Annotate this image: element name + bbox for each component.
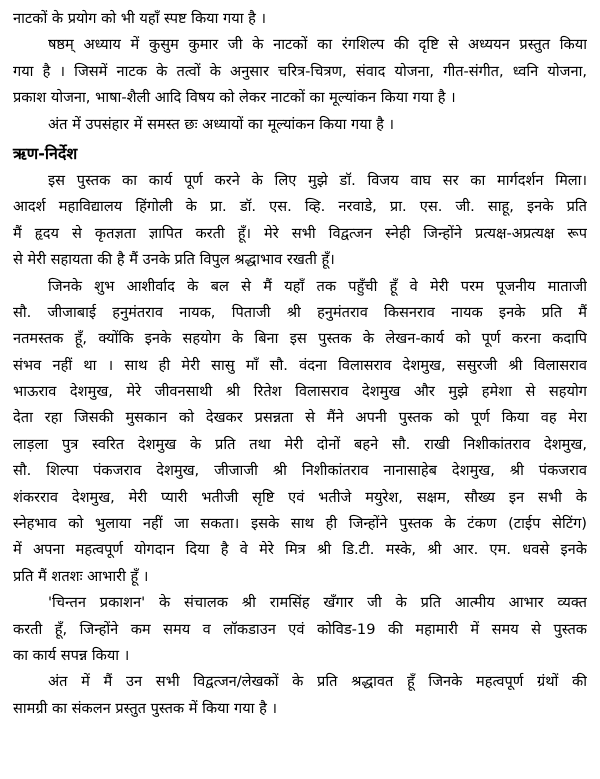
intro-paragraphs (13, 6, 587, 138)
text-line: सामग्री का संकलन प्रस्तुत पुस्तक में किया गया है । (13, 699, 277, 717)
text-line: में अपना महत्वपूर्ण योगदान दिया है वे मेरे मित्र श्री डि.टी. मस्के, श्री आर. एम. धवसे इनके (13, 541, 587, 559)
text-line: स्नेहभाव को भुलाया नहीं जा सकता। इसके साथ ही जिन्होंने पुस्तक के टंकण (टाईप सेटिंग) (13, 515, 587, 533)
text-line: भाऊराव देशमुख, मेरे जीवनसाथी श्री रितेश विलासराव देशमुख और मुझे हमेशा से सहयोग (13, 383, 587, 401)
text-line: प्रति मैं शतशः आभारी हूँ । (13, 567, 149, 585)
section-heading: ऋण-निर्देश (13, 143, 78, 163)
text-line: देता रहा जिसकी मुसकान को देखकर प्रसन्नता से मैंने अपनी पुस्तक को पूर्ण किया वह मेरा (13, 409, 587, 427)
text-line: नाटकों के प्रयोग को भी यहाँ स्पष्ट किया गया है । (13, 10, 267, 27)
text-line: गया है । जिसमें नाटक के तत्वों के अनुसार चरित्र-चित्रण, संवाद योजना, गीत-संगीत, ध्वनि योजना, (13, 62, 587, 80)
text-line: षष्ठम् अध्याय में कुसुम कुमार जी के नाटकों का रंगशिल्प की दृष्टि से अध्ययन प्रस्तुत किया (48, 36, 587, 54)
text-line: अंत में उपसंहार में समस्त छः अध्यायों का मूल्यांकन किया गया है । (48, 115, 395, 133)
text-line: अंत में मैं उन सभी विद्वत्जन/लेखकों के प्रति श्रद्धावत हूँ जिनके महत्वपूर्ण ग्रंथों की (48, 673, 587, 691)
text-line: का कार्य सपन्न किया । (13, 646, 130, 664)
text-line: सौ. शिल्पा पंकजराव देशमुख, जीजाजी श्री निशीकांतराव नानासाहेब देशमुख, श्री पंकजराव (13, 462, 587, 480)
text-line: 'चिन्तन प्रकाशन' के संचालक श्री रामसिंह खँगार जी के प्रति आत्मीय आभार व्यक्त (48, 594, 587, 612)
acknowledgement-paragraphs (13, 168, 587, 722)
text-line: लाड़ला पुत्र स्वरित देशमुख के प्रति तथा मेरी दोनों बहने सौ. राखी निशीकांतराव देशमुख, (13, 435, 587, 453)
text-line: आदर्श महाविद्यालय हिंगोली के प्रा. डॉ. एस. व्हि. नरवाडे, प्रा. एस. जी. साहू, इनके प्रति (13, 198, 587, 216)
text-line: से मेरी सहायता की है मैं उनके प्रति विपुल श्रद्धाभाव रखती हूँ। (13, 251, 335, 269)
text-line: प्रकाश योजना, भाषा-शैली आदि विषय को लेकर नाटकों का मूल्यांकन किया गया है । (13, 89, 456, 107)
text-line: जिनके शुभ आशीर्वाद के बल से मैं यहाँ तक पहुँची हूँ वे मेरी परम पूजनीय माताजी (48, 277, 587, 295)
text-line: नतमस्तक हूँ, क्योंकि इनके सहयोग के बिना इस पुस्तक के लेखन-कार्य को पूर्ण करना कदापि (13, 330, 587, 348)
text-line: सौ. जीजाबाई हनुमंतराव नायक, पिताजी श्री हनुमंतराव किसनराव नायक इनके प्रति मैं (13, 303, 587, 321)
text-line: संभव नहीं था । साथ ही मेरी सासु माँ सौ. वंदना विलासराव देशमुख, ससुरजी श्री विलासराव (13, 356, 587, 374)
text-line: शंकरराव देशमुख, मेरी प्यारी भतीजी सृष्टि एवं भतीजे मयुरेश, सक्षम, सौख्य इन सभी के (13, 488, 587, 506)
text-line: करती हूँ, जिन्होंने कम समय व लॉकडाउन एवं कोविड-19 की महामारी में समय से पुस्तक (13, 620, 587, 638)
text-line: इस पुस्तक का कार्य पूर्ण करने के लिए मुझे डॉ. विजय वाघ सर का मार्गदर्शन मिला। (48, 171, 587, 189)
text-line: मैं हृदय से कृतज्ञता ज्ञापित करती हूँ। मेरे सभी विद्वत्जन स्नेही जिन्होंने प्रत्यक्ष-अप्रत्यक्ष रूप (13, 224, 587, 242)
